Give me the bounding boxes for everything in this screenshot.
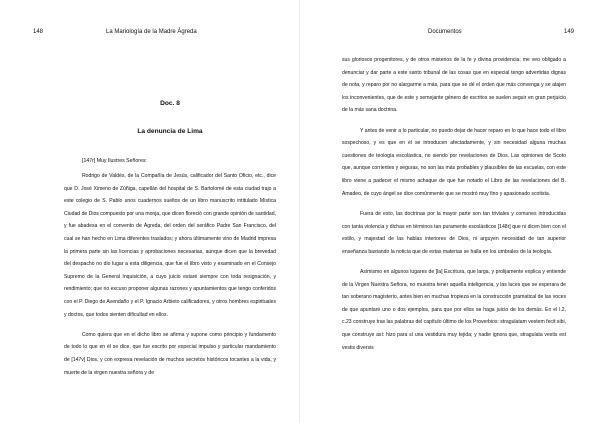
right-page-body [342,54,566,362]
right-page-number: 149 [564,29,575,35]
paragraph: Rodrigo de Valdés, de la Compañía de Jesús, calificador del Santo Oficio, etc., dice que D. José Ximeno de Zúñiga, capellán del hospital de S. Bartolomé de esta ciudad trajo a este colegio de S. Pablo unos cuadernos sueltos de un libro manuscrito intitulado Mística Ciudad de Dios compuesto por una monja, que dicen floreció con grande opinión de santidad, y fue abadesa en el convento de Ágreda, del orden del seráfico Padre San Francisco, del cual se han hecho en Lima diferentes traslados; y ahora últimamente vino de Madrid impresa la primera parte sin las licencias y aprobaciones necesarias, aunque dicen que la brevedad del despacho no dio lugar a esta diligencia, que fue el libro visto y examinado en el Consejo Supremo de la General Inquisición, a cuyo juicio estaré siempre con toda resignación, y rendimiento; que no excuso proponer algunas razones y apuntamientos que tengo conferidos con el P. Diego de Avendaño y el P. Ignacio Arbieto calificadores, y otros hombres espirituales y doctos, que todos sienten dificultad en ellos. [64,173,276,318]
paragraph: Como quiera que en el dicho libro se afirma y supone como principio y fundamento de todo lo que en él se dice, que fue escrito por especial impulso y particular mandamiento de [147v] Dios, y con expresa revelación de muchos secretos históricos tocantes a la vida, y muerte de la virgen nuestra señora y de [64,331,276,376]
paragraph: sus gloriosos progenitores, y de otros misterios de la fe y divina providencia; me veo obligado a denunciar y dar parte a este santo tribunal de las cosas que en especial tengo advertidas dignas de nota, y reparo por no alargarme a más, para que se dé el orden que más convenga y se atajen los inconvenientes, que de este y semejante género de escritos se suelen seguir en gran perjuicio de la más sana doctrina. [342,57,566,114]
left-running-title: La Mariología de la Madre Ágreda [106,29,197,35]
document-title: La denuncia de Lima [137,128,203,135]
right-running-title: Documentos [428,29,462,35]
paragraph: Y antes de venir a lo particular, no puedo dejar de hacer reparo en lo que hace todo el libro sospechoso, y es que en él se introducen afectadamente, y sin necesidad alguna muchas cuestiones de teología escolástica, no siendo por revelaciones de Dios. Las opiniones de Scoto que, aunque corrientes y seguras, no son las más probables y plausibles de las escuelas, con este libro viene a padecer el mismo achaque de que fue notado el Libro de las revelaciones del B. Amadeo, de cuyo ángel se dice comúnmente que se mostró muy fino y apasionado scotista. [342,127,566,197]
paragraph: Fuera de esto, las doctrinas por la mayor parte son tan triviales y comunes introducidas con tanta violencia y dichas en términos tan puramente escolásticos [148r] que ni dicen bien con el estilo, y majestad de las hablas interiores de Dios, ni arguyen necesidad de tan superior enseñanza bastando la noticia que de estas materias se halla en los umbrales de la teología. [342,210,566,255]
paragraph: Asimismo en algunos lugares de [la] Escritura, que larga, y prolijamente explica y entiende de la Virgen Nuestra Señora, no muestra tener aquella inteligencia, y las luces que se esperara de tan soberano magisterio, antes bien en muchas tropieza en la construcción gramatical de las voces de que apuntaré uno o dos ejemplos, para que por ellos se haga juicio de los demás. En el l.2, c.23 construye tras las palabras del capítulo último de los Proverbios: stragulatam vestem fecit sibi, que construye así: hizo para sí una vestidura muy tejida; y nadie ignora que, stragulata vestis est vestis diversis [342,268,566,351]
salutation: [147r] Muy Ilustres Señores: [82,158,147,164]
left-page-body [64,170,276,387]
left-page-number: 148 [33,29,44,35]
document-label: Doc. 8 [160,100,180,107]
right-page [300,0,600,423]
